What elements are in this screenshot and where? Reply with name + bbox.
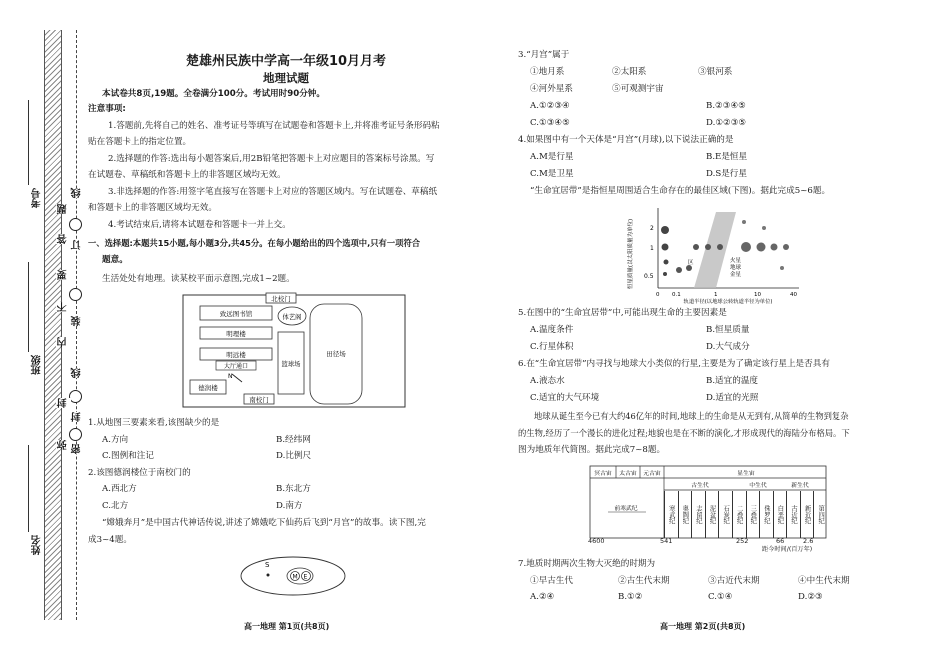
- label-class: 班级: [32, 355, 43, 375]
- q6-option-a: A.液态水: [530, 376, 565, 386]
- seal-word: 弥: [58, 440, 69, 450]
- notice-line: 1.答题前,先将自己的姓名、准考证号等填写在试题卷和答题卡上,并将准考证号条形码粘: [108, 121, 440, 131]
- period-cell: 寒武纪: [664, 491, 678, 538]
- planet-dot: [717, 244, 723, 250]
- q4-option-d: D.S是行星: [706, 169, 747, 179]
- orbit-m-label: M: [292, 573, 298, 581]
- material-3: “嫦娥奔月”是中国古代神话传说,讲述了嫦娥吃下仙药后飞到“月宫”的故事。读下图,完: [102, 518, 426, 528]
- label-name: 姓名: [32, 535, 43, 555]
- planet-dot: [783, 244, 789, 250]
- period-cell: 奥陶纪: [678, 491, 692, 538]
- ytick: 1: [650, 245, 654, 252]
- q3-item: ④河外星系: [530, 84, 573, 94]
- section-heading-cont: 题意。: [102, 255, 128, 265]
- building-mingli-label: 明理楼: [226, 330, 246, 338]
- planet-dot: [693, 244, 699, 250]
- eon-label: 显生宙: [737, 471, 755, 477]
- material-7: 地球从诞生至今已有大约46亿年的时间,地球上的生命是从无到有,从简单的生物到复杂: [534, 411, 849, 421]
- chart-bracket-label: 区: [688, 260, 694, 266]
- q7-option-b: B.①②: [618, 592, 643, 602]
- orbit-diagram: [238, 553, 348, 599]
- q3-item: ②太阳系: [612, 67, 647, 77]
- notice-line: 3.非选择题的作答:用签字笔直接写在答题卡上对应的答题区域内。写在试题卷、草稿纸: [108, 187, 438, 197]
- binding-margin: [0, 0, 88, 659]
- q6-option-d: D.适宜的光照: [706, 393, 759, 403]
- period-cell: 泥盆纪: [705, 491, 719, 538]
- exam-intro: 本试卷共8页,19题。全卷满分100分。考试用时90分钟。: [102, 89, 325, 99]
- seal-word: 答: [58, 234, 69, 244]
- material-7: 图为地质年代简图。据此完成7~8题。: [518, 445, 666, 455]
- xtick: 0.1: [672, 292, 681, 298]
- notice-line: 贴在答题卡上的指定位置。: [88, 137, 192, 147]
- timeline-unit: 距今时间/(百万年): [762, 546, 813, 553]
- notice-line: 2.选择题的作答:选出每小题答案后,用2B铅笔把答题卡上对应题目的答案标号涂黑。写: [108, 154, 435, 164]
- planet-dot: [762, 226, 766, 230]
- field-label: 田径场: [326, 350, 346, 358]
- q5-option-c: C.行星体积: [530, 342, 574, 352]
- seal-word: 线: [72, 368, 83, 378]
- class-field: [28, 262, 29, 352]
- question-5: 5.在图中的“生命宜居带”中,可能出现生命的主要因素是: [518, 308, 727, 318]
- library-label: 致远图书馆: [219, 310, 253, 318]
- material-1: 生活处处有地理。读某校平面示意图,完成1~2题。: [102, 274, 295, 284]
- q6-option-b: B.适宜的温度: [706, 376, 759, 386]
- question-2: 2.该图德润楼位于南校门的: [88, 468, 191, 478]
- period-cell: 侏罗纪: [759, 491, 773, 538]
- q3-option-a: A.①②③④: [530, 101, 570, 111]
- q4-option-a: A.M是行星: [530, 152, 574, 162]
- q5-option-d: D.大气成分: [706, 342, 750, 352]
- q2-option-d: D.南方: [276, 501, 303, 511]
- timeline-tick: 2.6: [803, 537, 814, 545]
- question-1: 1.从地图三要素来看,该图缺少的是: [88, 418, 220, 428]
- north-label: N: [228, 373, 233, 380]
- q3-option-d: D.①②③⑤: [706, 118, 747, 128]
- building-mingyuan-label: 明远楼: [226, 351, 246, 359]
- notice-line: 和答题卡上的非答题区域均无效。: [88, 203, 217, 213]
- period-cell: 石炭纪: [718, 491, 732, 538]
- timeline-tick: 66: [776, 537, 785, 545]
- seal-word: 要: [58, 270, 69, 280]
- orbit-e-label: E: [303, 573, 308, 581]
- period-cell: 第四纪: [813, 491, 827, 538]
- eon-label: 太古宙: [619, 471, 637, 477]
- gym-label: 体艺阁: [282, 314, 302, 321]
- chart-label-mars: 火星: [730, 258, 742, 264]
- binding-hatch: [44, 30, 62, 620]
- q6-option-c: C.适宜的大气环境: [530, 393, 600, 403]
- era-label: 中生代: [749, 483, 767, 489]
- q3-option-c: C.①③④⑤: [530, 118, 570, 128]
- seal-word: 题: [58, 204, 69, 214]
- eon-label: 冥古宙: [594, 471, 612, 477]
- seal-word: 封: [72, 412, 83, 422]
- orbit-s-label: S: [265, 561, 270, 569]
- xtick: 40: [790, 292, 797, 298]
- q7-item: ①早古生代: [530, 576, 573, 586]
- q7-option-c: C.①④: [708, 592, 733, 602]
- q7-item: ③古近代末期: [708, 576, 760, 586]
- planet-dot: [780, 266, 784, 270]
- section-heading: 一、选择题:本题共15小题,每小题3分,共45分。在每小题给出的四个选项中,只有一项符合: [88, 238, 421, 248]
- period-cells: [664, 491, 827, 538]
- planet-dot: [757, 243, 766, 252]
- exam-title: 楚雄州民族中学高一年级10月月考: [185, 54, 387, 69]
- q1-option-d: D.比例尺: [276, 451, 312, 461]
- habitable-zone-chart: [624, 202, 804, 304]
- q5-option-b: B.恒星质量: [706, 325, 750, 335]
- exam-number-field: [28, 100, 29, 185]
- planet-dot: [664, 260, 669, 265]
- era-label: 新生代: [791, 483, 809, 489]
- q1-option-c: C.图例和注记: [102, 451, 154, 461]
- planet-dot: [676, 267, 682, 273]
- question-3: 3.“月宫”属于: [518, 50, 570, 60]
- south-gate-label: 南校门: [249, 396, 269, 404]
- q1-option-a: A.方向: [102, 435, 129, 445]
- q7-item: ④中生代末期: [798, 576, 850, 586]
- ytick: 0.5: [644, 273, 654, 280]
- timeline-tick: 4600: [588, 537, 605, 545]
- notice-line: 4.考试结束后,请将本试题卷和答题卡一并上交。: [108, 220, 291, 230]
- q3-item: ⑤可观测宇宙: [612, 84, 664, 94]
- chart-xlabel: 轨道半径(以地球公转轨道半径为单位): [683, 299, 773, 304]
- north-gate-label: 北校门: [271, 295, 291, 303]
- seal-word: 内: [58, 337, 69, 347]
- q3-item: ③银河系: [698, 67, 733, 77]
- planet-dot: [742, 220, 746, 224]
- campus-map: [182, 292, 406, 408]
- planet-dot: [663, 272, 667, 276]
- chart-ylabel: 恒星质量(以太阳质量为单位): [628, 218, 634, 290]
- q3-item: ①地月系: [530, 67, 565, 77]
- xtick: 10: [754, 292, 761, 298]
- material-5: “生命宜居带”是指恒星周围适合生命存在的最佳区域(下图)。据此完成5~6题。: [530, 186, 831, 196]
- q4-option-b: B.E是恒星: [706, 152, 748, 162]
- q5-option-a: A.温度条件: [530, 325, 574, 335]
- ytick: 2: [650, 225, 654, 232]
- era-label: 古生代: [691, 483, 709, 489]
- q7-option-d: D.②③: [798, 592, 823, 602]
- planet-dot: [661, 226, 669, 234]
- period-cell: 古近纪: [786, 491, 800, 538]
- xtick: 0: [656, 292, 660, 298]
- period-cell: 志留纪: [691, 491, 705, 538]
- q3-option-b: B.②③④⑤: [706, 101, 746, 111]
- period-cell: 二叠纪: [732, 491, 746, 538]
- label-exam-number: 考号: [32, 188, 43, 208]
- page-1-footer: 高一地理 第1页(共8页): [244, 622, 330, 631]
- notice-line: 在试题卷、草稿纸和答题卡上的非答题区域均无效。: [88, 170, 286, 180]
- timeline-tick: 541: [660, 537, 673, 545]
- xtick: 1: [714, 292, 718, 298]
- planet-dot: [771, 244, 778, 251]
- seal-word: 密: [72, 444, 83, 454]
- hall-label: 大厅通口: [223, 363, 249, 370]
- seal-word: 订: [72, 240, 83, 250]
- q7-item: ②古生代末期: [618, 576, 670, 586]
- material-3-cont: 成3~4题。: [88, 535, 132, 545]
- seal-word: 封: [58, 398, 69, 408]
- court-label: 篮球场: [281, 361, 301, 368]
- seal-circle: [69, 288, 82, 301]
- question-4: 4.如果图中有一个天体是“月宫”(月球),以下说法正确的是: [518, 135, 734, 145]
- name-field: [28, 445, 29, 532]
- question-6: 6.在“生命宜居带”内寻找与地球大小类似的行星,主要是为了确定该行星上是否具有: [518, 359, 830, 369]
- period-cell: 白垩纪: [773, 491, 787, 538]
- planet-dot: [705, 244, 711, 250]
- q2-option-b: B.东北方: [276, 484, 311, 494]
- page-2-footer: 高一地理 第2页(共8页): [660, 622, 746, 631]
- seal-word: 线: [72, 188, 83, 198]
- q4-option-c: C.M是卫星: [530, 169, 574, 179]
- material-7: 的生物,经历了一个漫长的进化过程;地貌也是在不断的演化,才形成现代的海陆分布格局。下: [518, 428, 850, 438]
- timeline-tick: 252: [736, 537, 749, 545]
- question-7: 7.地质时期两次生物大灭绝的时期为: [518, 559, 656, 569]
- seal-word: 装: [72, 316, 83, 326]
- seal-word: 不: [58, 302, 69, 312]
- q1-option-b: B.经纬网: [276, 435, 311, 445]
- period-cell: 新近纪: [800, 491, 814, 538]
- planet-dot: [662, 244, 669, 251]
- precambrian-label: 前寒武纪: [614, 506, 638, 512]
- q2-option-c: C.北方: [102, 501, 129, 511]
- chart-label-venus: 金星: [730, 272, 742, 278]
- dorm-label: 德润楼: [198, 384, 218, 392]
- q7-option-a: A.②④: [530, 592, 555, 602]
- exam-subtitle: 地理试题: [263, 71, 309, 85]
- planet-dot: [741, 242, 751, 252]
- period-cell: 三叠纪: [746, 491, 760, 538]
- notice-heading: 注意事项:: [88, 104, 126, 114]
- eon-label: 元古宙: [643, 471, 661, 477]
- seal-circle: [69, 218, 82, 231]
- q2-option-a: A.西北方: [102, 484, 137, 494]
- chart-label-earth: 地球: [730, 265, 742, 271]
